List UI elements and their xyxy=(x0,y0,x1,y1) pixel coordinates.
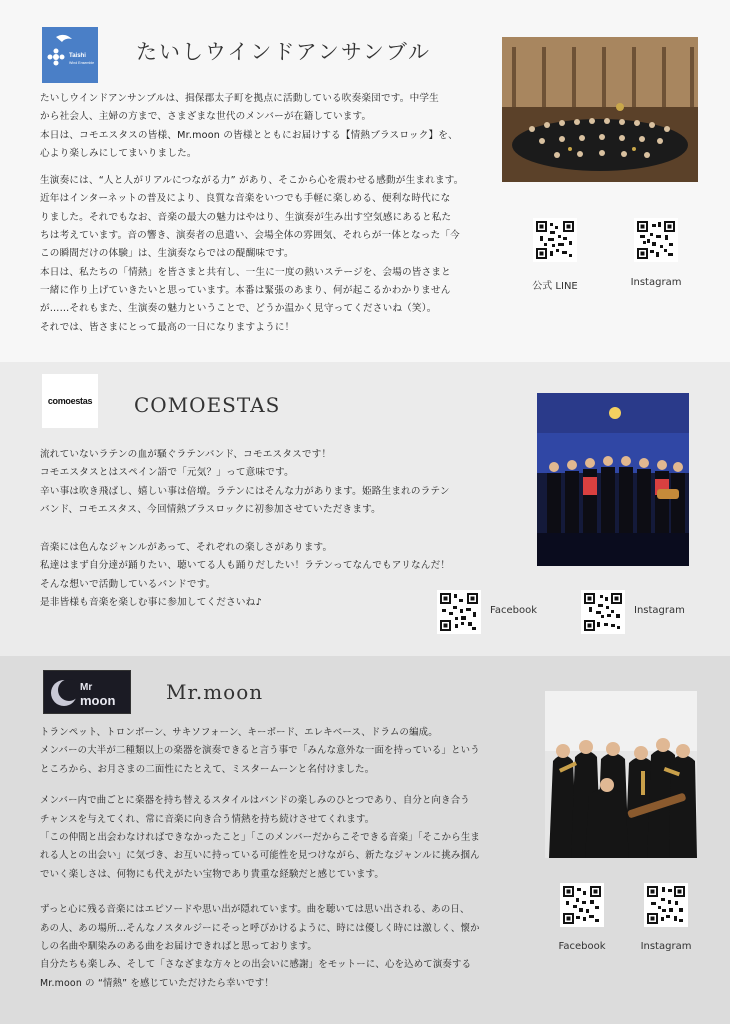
facebook-qr-code[interactable] xyxy=(437,590,481,634)
text-line: トランペット、トロンボーン、サキソフォーン、キーボード、エレキベース、ドラムの編成。 xyxy=(40,727,438,738)
text-line: ちは考えています。音の響き、演奏者の息遣い、会場全体の雰囲気、それらが一体となった「今 xyxy=(40,230,460,242)
paragraph xyxy=(40,90,464,163)
paragraph xyxy=(40,446,450,519)
text-line: 本日は、私たちの「情熱」を皆さまと共有し、一生に一度の熱いステージを、会場の皆さまと xyxy=(40,266,451,278)
section-body xyxy=(40,446,450,612)
text-line: 近年はインターネットの普及により、良質な音楽をいつでも手軽に楽しめる、便利な時代にな xyxy=(40,193,451,205)
text-line: ところから、お月さまの二面性にたとえて、ミスタームーンと名付けました。 xyxy=(40,763,375,775)
svg-text:Wind Ensemble: Wind Ensemble xyxy=(69,61,95,65)
band-photo xyxy=(545,691,697,858)
text-line: しの名曲や馴染みのある曲をお届けできればと思っております。 xyxy=(40,941,317,953)
text-line: そんな想いで活動しているバンドです。 xyxy=(40,578,216,590)
qr-label: Facebook xyxy=(558,941,606,952)
text-line: メンバーの大半が二種類以上の楽器を演奏できると言う事で「みんな意外な一面を持っている」という xyxy=(40,745,480,757)
svg-text:moon: moon xyxy=(80,693,116,708)
text-line: コモエスタスとはスペイン語で「元気？」って意味です。 xyxy=(40,467,294,479)
text-line: たいしウインドアンサンブルは、揖保郡太子町を拠点に活動している吹奏楽団です。中学生 xyxy=(40,93,439,104)
instagram-qr-code[interactable] xyxy=(644,883,688,927)
text-line: ずっと心に残る音楽にはエピソードや思い出が隠れています。曲を聴いては思い出される、あの日、 xyxy=(40,904,470,916)
section-comoestas xyxy=(0,362,730,656)
text-line: バンド、コモエスタス、今回情熱ブラスロックに初参加させていただきます。 xyxy=(40,503,381,515)
text-line: 音楽には色んなジャンルがあって、それぞれの楽しさがあります。 xyxy=(40,542,333,554)
text-line: 生演奏には、“人と人がリアルにつながる力” があり、そこから心を震わせる感動が生まれます。 xyxy=(40,175,464,187)
qr-label: 公式 LINE xyxy=(532,281,578,292)
svg-text:Mr: Mr xyxy=(80,682,93,693)
paragraph xyxy=(40,901,480,993)
instagram-qr-code[interactable] xyxy=(634,218,678,262)
text-line: 心より楽しみにしてまいりました。 xyxy=(40,147,197,159)
band-photo xyxy=(537,393,689,566)
text-line: それでは、皆さまにとって最高の一日になりますように！ xyxy=(40,321,295,333)
comoestas-logo: comoestas xyxy=(42,374,98,428)
qr-label: Instagram xyxy=(640,941,692,952)
qr-label: Instagram xyxy=(630,277,682,288)
paragraph xyxy=(40,724,480,779)
paragraph xyxy=(40,792,480,884)
text-line: から社会人、主婦の方まで、さまざまな世代のメンバーが在籍しています。 xyxy=(40,111,372,123)
qr-label: Instagram xyxy=(634,605,685,616)
section-title: Mr.moon xyxy=(166,680,264,704)
text-line: が……それもまた、生演奏の魅力ということで、どうか温かく見守ってくださいね（笑）。 xyxy=(40,303,437,315)
paragraph xyxy=(40,172,464,337)
text-line: りました。それでもなお、音楽の最大の魅力はやはり、生演奏が生み出す空気感にあると私た xyxy=(40,211,452,223)
text-line: 是非皆様も音楽を楽しむ事に参加してくださいね♪ xyxy=(40,597,262,609)
text-line: 「この仲間と出会わなければできなかったこと」「このメンバーだからこそできる音楽」「そこから生ま xyxy=(40,832,480,844)
line-qr-code[interactable] xyxy=(533,218,577,262)
taishi-logo xyxy=(42,27,98,83)
facebook-qr-code[interactable] xyxy=(560,883,604,927)
text-line: 流れていないラテンの血が騒ぐラテンバンド、コモエスタスです！ xyxy=(40,449,332,460)
text-line: 本日は、コモエスタスの皆様、Mr.moon の皆様とともにお届けする【情熱ブラスロック】を、 xyxy=(40,129,458,141)
qr-label: Facebook xyxy=(490,605,537,616)
text-line: チャンスを与えてくれ、常に音楽に向き合う情熱を持ち続けさせてくれます。 xyxy=(40,813,375,825)
text-line: この瞬間だけの体験」は、生演奏ならではの醍醐味です。 xyxy=(40,248,294,260)
text-line: あの人、あの場所…そんなノスタルジーにそっと呼びかけるように、時には優しく時には激しく、懐か xyxy=(40,922,480,934)
section-mrmoon xyxy=(0,656,730,1024)
section-body xyxy=(40,724,480,993)
band-photo xyxy=(502,37,698,182)
section-taishi xyxy=(0,0,730,362)
text-line: 辛い事は吹き飛ばし、嬉しい事は倍増。ラテンにはそんな力があります。姫路生まれのラテン xyxy=(40,485,450,497)
text-line: メンバー内で曲ごとに楽器を持ち替えるスタイルはバンドの楽しみのひとつであり、自分と向き合う xyxy=(40,795,470,807)
section-title: COMOESTAS xyxy=(134,393,281,417)
text-line: でいく楽しさは、何物にも代えがたい宝物であり貴重な経験だと感じています。 xyxy=(40,868,384,880)
bird-flower-icon xyxy=(42,27,98,83)
text-line: 自分たちも楽しみ、そして「さなざまな方々との出会いに感謝」をモットーに、心を込めて演奏する xyxy=(40,959,472,971)
instagram-qr-code[interactable] xyxy=(581,590,625,634)
text-line: 一緒に作り上げていきたいと思っています。本番は緊張のあまり、何が起こるかわかりません xyxy=(40,284,451,296)
text-line: 私達はまず自分達が踊りたい、聴いてる人も踊りだしたい！ラテンってなんでもアリなんだ！ xyxy=(40,560,451,572)
text-line: れる人との出会い」に気づき、お互いに持っている可能性を見つけながら、新たなジャンルに挑み掴ん xyxy=(40,850,480,862)
svg-text:Taishi: Taishi xyxy=(69,53,86,59)
mrmoon-logo xyxy=(43,670,131,714)
section-body xyxy=(40,90,464,337)
section-title: たいしウインドアンサンブル xyxy=(136,40,432,64)
paragraph xyxy=(40,539,450,612)
text-line: Mr.moon の “情熱” を感じていただけたら幸いです！ xyxy=(40,977,275,989)
